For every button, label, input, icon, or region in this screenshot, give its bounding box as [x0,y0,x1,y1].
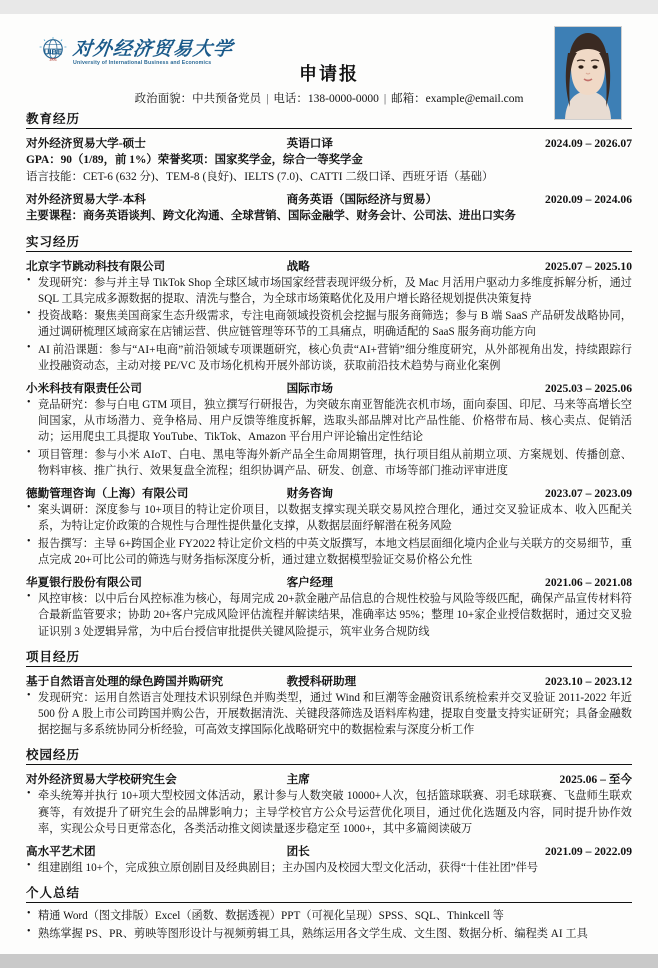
entry-date: 2023.07 – 2023.09 [545,487,632,501]
entry-bullets [26,860,632,876]
entry-role: 团长 [286,845,310,859]
list-item: • 项目管理：参与小米 AIoT、白电、黑电等海外新产品全生命周期管理，执行项目组从前期立项、方案规划、传播创意、物料审核、推广执行、效果复盘全流程；组织协调产品、研发、创意、市场等部门推动评审进度 [26,447,632,479]
education-gpa-line: GPA：90（1/89，前 1%）荣誉奖项：国家奖学金，综合一等奖学金 [26,154,363,166]
education-entry [26,191,632,224]
list-item: • AI 前沿课题：参与“AI+电商”前沿领域专项课题研究，核心负责“AI+营销”细分维度研究，从外部视角出发，持续跟踪行业投融资动态，主动对接 PE/VC 及市场化机构开展外部访谈，获取前沿技术趋势与商业化案例 [26,342,632,374]
entry-bullets [26,397,632,479]
contact-separator-1: | [266,93,269,105]
project-entry [26,673,632,739]
entry-date: 2025.03 – 2025.06 [545,381,632,395]
entry-header [26,380,632,396]
list-item: • 熟练掌握 PS、PR、剪映等图形设计与视频剪辑工具，熟练运用各文学生成、文生图、数据分析、编程类 AI 工具 [26,926,632,942]
entry-org: 小米科技有限责任公司 [26,381,142,395]
entry-bullets [26,788,632,837]
education-courses-line: 主要课程：商务英语谈判、跨文化沟通、全球营销、国际金融学、财务会计、公司法、进出口实务 [26,210,516,223]
entry-org: 基于自然语言处理的绿色跨国并购研究 [26,674,224,688]
entry-role: 教授科研助理 [286,674,357,688]
email-label: 邮箱： [391,93,426,105]
internship-entry [26,380,632,479]
list-item: • 发现研究：参与并主导 TikTok Shop 全球区域市场国家经营表现评级分析，及 Mac 月活用户驱动力多维度拆解分析，通过 SQL 工具完成多源数据的提取、清洗与整合，为全球市场策略优化及用户增长路径规划提供决策复持 [26,275,632,307]
section-title-education: 教育经历 [26,109,632,129]
list-item: • 发现研究：运用自然语言处理技术识别绿色并购类型，通过 Wind 和巨潮等金融资讯系统检索并交叉验证 2011-2022 年近 500 份 A 股上市公司跨国并购公告，开展数据清洗、关键段落筛选及语料库构建，提取自变量支持实证研究；具备金融数据挖掘与多系统协同分析经验，可高效支撑国际化战略研究中的数据检索与深度分析工作 [26,690,632,739]
entry-date: 2020.09 – 2024.06 [545,193,632,207]
entry-bullets [26,690,632,739]
entry-bullets [26,502,632,568]
entry-role: 国际市场 [286,381,333,395]
internship-entry [26,258,632,374]
campus-entry [26,843,632,876]
phone-value: 138-0000-0000 [307,93,379,105]
entry-header [26,771,632,787]
entry-header [26,258,632,274]
list-item: • 牵头统筹并执行 10+项大型校园文体活动，累计参与人数突破 10000+人次，包括篮球联赛、羽毛球联赛、飞盘师生联欢赛等，有效提升了研究生会的品牌影响力；主导学校官方公众号运营优化项目，通过优化选题及内容，同时提升协作效率，实现公众号日更常态化，各类活动推文阅读量逐步稳定至 1000+，其中多篇阅读破万 [26,788,632,837]
entry-date: 2021.09 – 2022.09 [545,845,632,859]
internship-entry [26,485,632,568]
section-title-campus: 校园经历 [26,745,632,765]
phone-label: 电话： [273,93,308,105]
entry-role: 主席 [286,773,310,787]
education-entry [26,135,632,185]
list-item: • 报告撰写：主导 6+跨国企业 FY2022 特让定价文档的中英文版撰写，本地文档层面细化境内企业与关联方的交易细节，重点完成 20+可比公司的筛选与财务指标深度分析，通过建立数据模型验证交易价格公允性 [26,536,632,568]
political-status-value: 中共预备党员 [192,93,262,105]
resume-page [0,14,658,954]
contact-separator-2: | [383,93,387,105]
section-title-internship: 实习经历 [26,232,632,252]
svg-text:UIBE: UIBE [43,47,63,57]
entry-date: 2024.09 – 2026.07 [545,137,632,150]
entry-header [26,135,632,151]
entry-date: 2025.06 – 至今 [559,773,632,787]
list-item: • 案头调研：深度参与 10+项目的特让定价项目，以数据支撑实现关联交易风控合理化，通过交叉验证成本、收入匹配关系，为特让定价政策的合规性与合理性提供量化支撑，从数据层面纾解潜在税务风险 [26,502,632,534]
university-name-en: University of International Business and Economics [73,59,212,66]
entry-bullets [26,275,632,374]
entry-role: 战略 [286,259,310,273]
entry-header [26,673,632,689]
list-item: • 竞品研究：参与白电 GTM 项目，独立撰写行研报告，为突破东南亚智能洗衣机市场，面向泰国、印尼、马来等高增长空间国家，从市场潜力、竞争格局、用户反馈等维度拆解，选取头部品牌对比产品性能、价格带布局、核心卖点、促销活动；运用爬虫工具提取 YouTube、TikTok、Amazon 平台用户评论输出定性结论 [26,397,632,446]
page-bottom-bar [0,954,658,968]
list-item: • 精通 Word（图文排版）Excel（函数、数据透视）PPT（可视化呈现）SPSS、SQL、Thinkcell 等 [26,908,632,924]
contact-line [26,90,632,106]
list-item: • 风控审核：以中后台风控标准为核心，每周完成 20+款金融产品信息的合规性校验与风险等级匹配，确保产品宣传材料符合最新监管要求；协助 20+客户完成风险评估流程并解读结果，准确率达 95%；整理 10+家企业授信数据时，通过交叉验证识别 3 处逻辑异常，为中后台授信审批提供关键风险提示，筑牢业务合规防线 [26,591,632,640]
entry-date: 2021.06 – 2021.08 [545,576,632,590]
summary-bullets [26,908,632,941]
entry-role: 客户经理 [286,576,333,590]
entry-header [26,485,632,501]
entry-org: 对外经济贸易大学-本科 [26,193,146,207]
entry-role: 英语口译 [286,137,333,150]
campus-entry [26,771,632,837]
entry-org: 德勤管理咨询（上海）有限公司 [26,487,189,501]
email-value: example@email.com [425,93,524,105]
entry-header [26,574,632,590]
political-status-label: 政治面貌： [134,93,193,105]
entry-role: 财务咨询 [286,487,333,501]
entry-org: 对外经济贸易大学-硕士 [26,137,146,150]
entry-org: 北京字节跳动科技有限公司 [26,259,166,273]
page-title: 申请报 [299,64,359,84]
entry-header [26,843,632,859]
education-language-line: 语言技能：CET-6 (632 分)、TEM-8 (良好)、IELTS (7.0)、CATTI 二级口译、西班牙语（基础） [26,171,494,184]
list-item: • 投资战略：聚焦美国商家生态升级需求，专注电商领域投资机会挖掘与服务商筛选；参与 B 端 SaaS 产品研发战略协同，通过调研梳理区域商家在店铺运营、供应链管理等环节的工具痛点，明确适配的 SaaS 服务商功能方向 [26,308,632,340]
entry-date: 2023.10 – 2023.12 [545,674,632,688]
svg-text:1951: 1951 [49,57,57,62]
entry-bullets [26,591,632,640]
internship-entry [26,574,632,640]
document-header [26,30,632,105]
entry-role: 商务英语（国际经济与贸易） [286,193,438,207]
university-name-cn: 对外经济贸易大学 [71,38,235,60]
section-title-summary: 个人总结 [26,883,632,903]
entry-org: 对外经济贸易大学校研究生会 [26,773,177,787]
avatar [554,26,622,120]
list-item: • 组建剧组 10+个，完成独立原创剧目及经典剧目；主办国内及校园大型文化活动，获得“十佳社团”伴号 [26,860,632,876]
entry-org: 高水平艺术团 [26,845,96,859]
section-title-project: 项目经历 [26,647,632,667]
entry-header [26,191,632,207]
entry-org: 华夏银行股份有限公司 [26,576,142,590]
entry-date: 2025.07 – 2025.10 [545,259,632,273]
